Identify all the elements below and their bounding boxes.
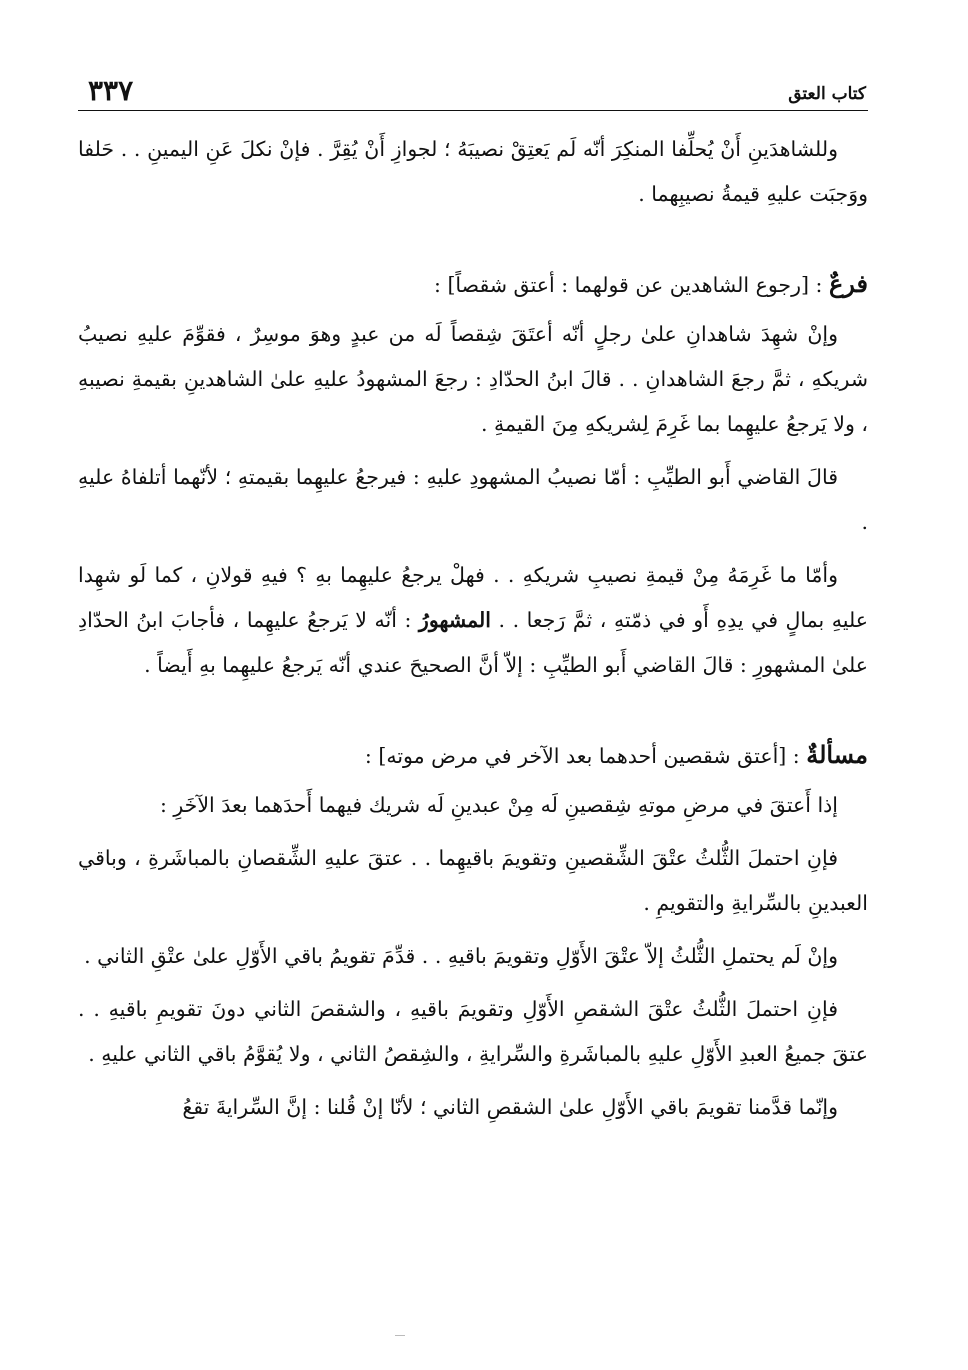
page-number: ٣٣٧ (88, 74, 134, 107)
book-title: كتاب العتق (788, 84, 866, 104)
section-heading-far (78, 261, 868, 308)
body-text (78, 127, 868, 1130)
heading-title-far: : [رجوع الشاهدين عن قولهما : أعتق شقصاً] : (434, 273, 823, 297)
section-heading-masala (78, 732, 868, 779)
heading-label-far: فرعٌ (828, 269, 868, 298)
heading-title-masala: : [أعتق شقصين أحدهما بعد الآخر في مرض موته] : (364, 744, 800, 768)
paragraph-8: فإنِ احتملَ الثُّلثُ عتْقَ الشقصِ الأَوّلِ وتقويمَ باقيهِ ، والشقصَ الثاني دونَ تقويمِ باقيهِ . . عتقَ جميعُ العبدِ الأَوّلِ عليهِ بالمباشَرةِ والسِّرايةِ ، والشِقصُ الثاني ، ولا يُقوَّمُ باقي الثاني عليهِ . (78, 997, 868, 1066)
paragraph-1: وللشاهدَينِ أَنْ يُحلِّفا المنكِرَ أنّه لَم يَعتِقْ نصيبَهُ ؛ لجوازِ أَنْ يُقِرَّ . فإنْ نكلَ عَنِ اليمينِ . . حَلفا ووَجبَت عليهِ قيمةُ نصيبِهما . (78, 137, 868, 206)
paragraph-2: وإنْ شهِدَ شاهدانِ علىٰ رجلٍ أنّه أعتَقَ شِقصاً لَه من عبدٍ وهوَ موسِرٌ ، فقوِّمَ عليهِ نصيبُ شريكهِ ، ثمَّ رجعَ الشاهدانِ . . قالَ ابنُ الحدّادِ : رجعَ المشهودُ عليهِ علىٰ الشاهدينِ بقيمةِ نصيبهِ ، ولا يَرجعُ عليهِما بما غَرِمَ لِشريكهِ مِنَ القيمةِ . (78, 322, 868, 436)
paragraph-4-bold-term: المشهورُ (418, 608, 491, 632)
book-page (78, 70, 868, 1340)
paragraph-4-part-b: : أنّه لا يَرجعُ عليهِما ، فأجابَ ابنُ الحدّادِ علىٰ المشهورِ : قالَ القاضي أَبو الطيِّبِ : إلاّ أنَّ الصحيحَ عندي أنّه يَرجعُ عليهِما بهِ أَيضاً . (78, 608, 868, 677)
paragraph-4 (78, 553, 868, 688)
paragraph-6: فإنِ احتملَ الثُّلثُ عتْقَ الشِّقصينِ وتقويمَ باقيهِما . . عتقَ عليهِ الشِّقصانِ بالمباشَرةِ ، وباقي العبدينِ بالسِّرايةِ والتقويمِ . (78, 846, 868, 915)
paragraph-9: وإنّما قدَّمنا تقويمَ باقي الأَوّلِ علىٰ الشقصِ الثاني ؛ لأنّا إنْ قُلنا : إنَّ السِّرايةَ تقعُ (182, 1095, 838, 1119)
running-header (78, 70, 868, 111)
paragraph-4-part-a: وأمّا ما غَرِمَهُ مِنْ قيمةِ نصيبِ شريكهِ . . فهلْ يرجعُ عليهِما بهِ ؟ فيهِ قولانِ ، كما لَو شهِدا عليهِ بمالٍ في يدِهِ أَو في ذمّتهِ ، ثمَّ رَجعا . . (78, 563, 868, 632)
footer-mark (395, 1335, 405, 1336)
paragraph-5: إذا أَعتقَ في مرضِ موتهِ شِقصينِ لَه مِنْ عبدينِ لَه شريك فيهما أَحدَهما بعدَ الآخَرِ : (159, 793, 838, 817)
heading-label-masala: مسألةٌ (806, 740, 868, 769)
paragraph-3: قالَ القاضي أَبو الطيِّبِ : أمّا نصيبُ المشهودِ عليهِ : فيرجعُ عليهِما بقيمتهِ ؛ لأنّهما أتلفاهُ عليهِ . (78, 465, 868, 534)
paragraph-7: وإنْ لَم يحتملِ الثُّلثُ إلاّ عتْقَ الأَوّلِ وتقويمَ باقيهِ . . قدِّمَ تقويمُ باقي الأَوّلِ علىٰ عتْقِ الثاني . (84, 944, 838, 968)
